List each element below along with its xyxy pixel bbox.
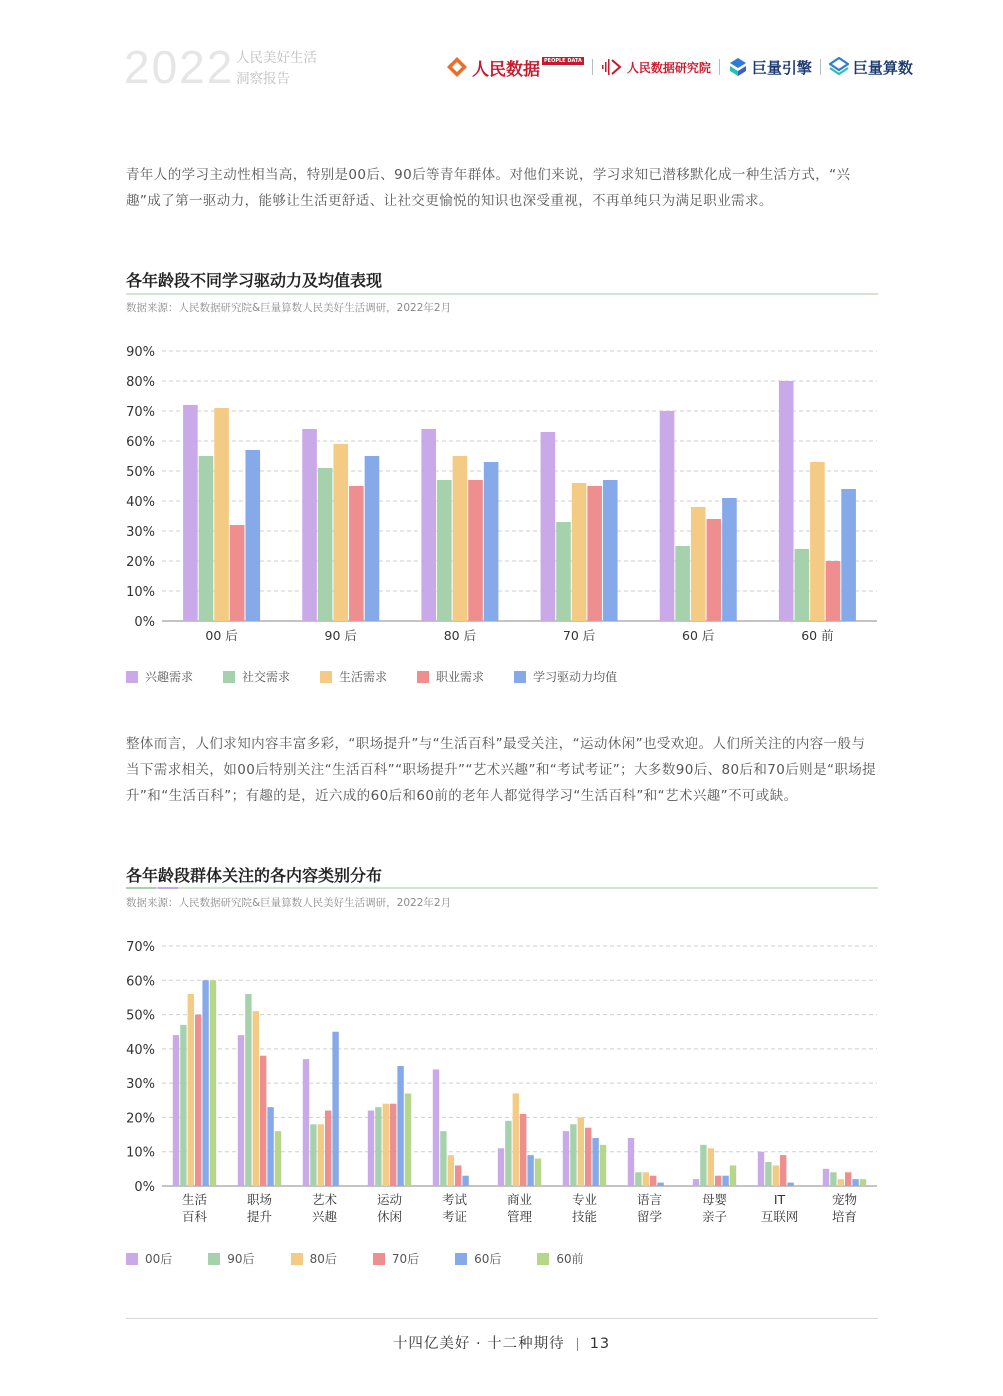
bar xyxy=(468,480,483,621)
bar xyxy=(498,1148,504,1186)
y-tick-label: 60% xyxy=(126,974,155,990)
x-tick-label: IT xyxy=(773,1192,786,1207)
x-tick-label: 互联网 xyxy=(760,1209,799,1224)
bar xyxy=(556,522,571,621)
x-tick-label: 培育 xyxy=(831,1209,858,1224)
bar xyxy=(505,1121,511,1186)
bar xyxy=(349,486,364,621)
legend-swatch xyxy=(223,671,235,683)
x-tick-label: 00 后 xyxy=(205,628,238,643)
bar xyxy=(693,1179,699,1186)
chart1-legend xyxy=(126,668,647,685)
legend-label: 00后 xyxy=(145,1252,173,1266)
chart1-title-rule xyxy=(126,293,878,295)
y-tick-label: 10% xyxy=(126,585,155,600)
y-tick-label: 20% xyxy=(126,1111,155,1127)
ocean-arithmetic-logo xyxy=(829,57,913,78)
bar xyxy=(267,1107,273,1186)
bar xyxy=(660,411,675,621)
bar xyxy=(253,1011,259,1186)
bar xyxy=(433,1069,439,1186)
legend-swatch xyxy=(514,671,526,683)
legend-label: 60前 xyxy=(556,1252,584,1266)
x-tick-label: 运动 xyxy=(376,1192,403,1207)
bar xyxy=(180,1025,186,1186)
bar xyxy=(214,408,229,621)
bar xyxy=(578,1117,584,1186)
bar xyxy=(810,462,825,621)
intro-text: 青年人的学习主动性相当高，特别是00后、90后等青年群体。对他们来说，学习求知已潜移默化成一种生活方式，“兴趣”成了第一驱动力，能够让生活更舒适、让社交更愉悦的知识也深受重视，不再单纯只为满足职业需求。 xyxy=(126,167,851,209)
chart2-title-accent-purple xyxy=(158,887,178,889)
bar xyxy=(310,1124,316,1186)
people-data-logo-icon xyxy=(446,56,468,78)
bar xyxy=(325,1111,331,1186)
x-tick-label: 语言 xyxy=(636,1192,663,1207)
bar xyxy=(173,1035,179,1186)
sound-wave-icon xyxy=(601,57,623,77)
chart2-legend xyxy=(126,1250,620,1267)
bar xyxy=(390,1104,396,1186)
bar xyxy=(700,1145,706,1186)
bar xyxy=(527,1155,533,1186)
bar xyxy=(722,1176,728,1186)
legend-swatch xyxy=(126,671,138,683)
report-title-line2: 洞察报告 xyxy=(236,71,290,87)
bar xyxy=(437,480,452,621)
bar xyxy=(199,456,214,621)
logo-separator xyxy=(820,59,821,75)
bar xyxy=(513,1093,519,1186)
x-tick-label: 生活 xyxy=(181,1192,208,1207)
chart2-source: 数据来源：人民数据研究院&巨量算数人民美好生活调研，2022年2月 xyxy=(126,897,452,909)
bar xyxy=(860,1179,866,1186)
logo-separator xyxy=(592,59,593,75)
x-tick-label: 考证 xyxy=(441,1209,468,1224)
y-tick-label: 20% xyxy=(126,555,155,570)
ocean-engine-icon xyxy=(728,57,748,77)
bar xyxy=(535,1159,541,1186)
bar xyxy=(845,1172,851,1186)
y-tick-label: 30% xyxy=(126,525,155,540)
bar xyxy=(210,980,216,1186)
legend-label: 90后 xyxy=(227,1252,255,1266)
report-year: 2022 xyxy=(124,41,235,93)
bar xyxy=(421,429,436,621)
bar xyxy=(368,1111,374,1186)
y-tick-label: 90% xyxy=(126,345,155,360)
chart2-title-accent-green xyxy=(126,887,156,889)
bar xyxy=(628,1138,634,1186)
y-tick-label: 80% xyxy=(126,375,155,390)
chart1-title: 各年龄段不同学习驱动力及均值表现 xyxy=(126,271,383,290)
people-data-logo xyxy=(446,55,584,80)
x-tick-label: 60 后 xyxy=(682,628,715,643)
bar xyxy=(448,1155,454,1186)
legend-item xyxy=(373,1250,419,1267)
bar xyxy=(183,405,198,621)
bar xyxy=(707,519,722,621)
people-data-institute-logo-text: 人民数据研究院 xyxy=(626,60,711,75)
legend-swatch xyxy=(126,1253,138,1265)
chart1-source: 数据来源：人民数据研究院&巨量算数人民美好生活调研，2022年2月 xyxy=(126,302,452,314)
legend-item xyxy=(208,1250,254,1267)
bar xyxy=(675,546,690,621)
y-tick-label: 50% xyxy=(126,465,155,480)
bar xyxy=(397,1066,403,1186)
bar xyxy=(765,1162,771,1186)
bar xyxy=(635,1172,641,1186)
bar xyxy=(260,1056,266,1186)
middle-text: 整体而言，人们求知内容丰富多彩，“职场提升”与“生活百科”最受关注，“运动休闲”也受欢迎。人们所关注的内容一般与当下需求相关，如00后特别关注“生活百科”“职场提升”“艺术兴趣”和“考试考证”；大多数90后、80后和70后则是“职场提升”和“生活百科”；有趣的是，近六成的60后和60前的老年人都觉得学习“生活百科”和“艺术兴趣”不可或缺。 xyxy=(126,736,877,804)
bar xyxy=(715,1176,721,1186)
legend-swatch xyxy=(373,1253,385,1265)
bar xyxy=(238,1035,244,1186)
x-tick-label: 管理 xyxy=(506,1209,533,1224)
bar xyxy=(650,1176,656,1186)
bar xyxy=(318,1124,324,1186)
bar xyxy=(779,381,794,621)
bar xyxy=(333,444,348,621)
learning-drive-chart xyxy=(100,336,900,656)
legend-label: 社交需求 xyxy=(242,670,291,684)
bar xyxy=(838,1179,844,1186)
x-tick-label: 亲子 xyxy=(701,1209,728,1224)
bar xyxy=(303,1059,309,1186)
bar xyxy=(773,1165,779,1186)
bar xyxy=(245,994,251,1186)
bar xyxy=(195,1015,201,1186)
people-data-logo-text: 人民数据 xyxy=(472,59,540,80)
x-tick-label: 兴趣 xyxy=(311,1209,338,1224)
bar xyxy=(572,483,587,621)
legend-label: 生活需求 xyxy=(339,670,388,684)
y-tick-label: 10% xyxy=(126,1145,155,1161)
legend-item xyxy=(291,1250,337,1267)
legend-item xyxy=(126,668,193,685)
bar xyxy=(643,1172,649,1186)
legend-swatch xyxy=(208,1253,220,1265)
legend-item xyxy=(455,1250,501,1267)
intro-paragraph xyxy=(126,162,878,214)
bar xyxy=(830,1172,836,1186)
bar xyxy=(787,1183,793,1186)
legend-label: 职业需求 xyxy=(436,670,485,684)
bar xyxy=(275,1131,281,1186)
report-title xyxy=(236,48,317,90)
bar xyxy=(318,468,333,621)
y-tick-label: 0% xyxy=(134,615,155,630)
bar xyxy=(563,1131,569,1186)
bar xyxy=(852,1179,858,1186)
legend-item xyxy=(514,668,617,685)
logo-separator xyxy=(719,59,720,75)
legend-swatch xyxy=(455,1253,467,1265)
x-tick-label: 80 后 xyxy=(443,628,477,643)
bar xyxy=(365,456,380,621)
bar xyxy=(657,1183,663,1186)
x-tick-label: 职场 xyxy=(246,1192,273,1207)
bar xyxy=(202,980,208,1186)
legend-item xyxy=(320,668,387,685)
people-data-institute-logo xyxy=(601,57,711,77)
x-tick-label: 商业 xyxy=(506,1192,533,1207)
bar xyxy=(823,1169,829,1186)
x-tick-label: 90 后 xyxy=(324,628,357,643)
bar xyxy=(708,1148,714,1186)
bar xyxy=(570,1124,576,1186)
chart2-title: 各年龄段群体关注的各内容类别分布 xyxy=(126,866,383,885)
people-data-logo-badge: PEOPLE DATA xyxy=(544,57,582,64)
bar xyxy=(302,429,317,621)
bar xyxy=(455,1165,461,1186)
y-tick-label: 70% xyxy=(126,405,155,420)
ocean-arithmetic-logo-text: 巨量算数 xyxy=(852,58,913,77)
footer-divider xyxy=(577,1338,578,1351)
bar xyxy=(826,561,841,621)
y-tick-label: 70% xyxy=(126,940,155,955)
x-tick-label: 70 后 xyxy=(562,628,596,643)
bar xyxy=(405,1093,411,1186)
x-tick-label: 休闲 xyxy=(376,1209,403,1224)
x-tick-label: 专业 xyxy=(571,1192,598,1207)
ocean-arithmetic-icon xyxy=(829,57,849,77)
x-tick-label: 留学 xyxy=(636,1209,663,1224)
bar xyxy=(780,1155,786,1186)
legend-item xyxy=(537,1250,583,1267)
bar xyxy=(603,480,618,621)
x-tick-label: 艺术 xyxy=(311,1192,338,1207)
bar xyxy=(245,450,260,621)
x-tick-label: 宠物 xyxy=(831,1192,858,1207)
footer-title: 十四亿美好 · 十二种期待 xyxy=(392,1336,565,1352)
page-number: 13 xyxy=(589,1336,611,1352)
report-title-line1: 人民美好生活 xyxy=(236,50,317,66)
y-tick-label: 50% xyxy=(126,1008,155,1024)
x-tick-label: 母婴 xyxy=(701,1192,728,1207)
partner-logos xyxy=(446,52,913,82)
bar xyxy=(592,1138,598,1186)
bar xyxy=(230,525,245,621)
legend-swatch xyxy=(291,1253,303,1265)
bar xyxy=(332,1032,338,1186)
legend-swatch xyxy=(537,1253,549,1265)
legend-label: 70后 xyxy=(391,1252,420,1266)
bar xyxy=(375,1107,381,1186)
bar xyxy=(587,486,602,621)
ocean-engine-logo xyxy=(728,57,812,78)
bar xyxy=(484,462,499,621)
ocean-engine-logo-text: 巨量引擎 xyxy=(751,58,812,77)
y-tick-label: 30% xyxy=(126,1077,155,1093)
legend-item xyxy=(126,1250,172,1267)
legend-label: 60后 xyxy=(474,1252,502,1266)
y-tick-label: 60% xyxy=(126,435,155,450)
bar xyxy=(722,498,737,621)
bar xyxy=(383,1104,389,1186)
x-tick-label: 百科 xyxy=(181,1209,208,1224)
page-footer xyxy=(0,1332,1003,1353)
page-header xyxy=(0,0,1003,110)
bar xyxy=(730,1165,736,1186)
bar xyxy=(453,456,468,621)
legend-item xyxy=(223,668,290,685)
bar xyxy=(188,994,194,1186)
bar xyxy=(758,1152,764,1186)
legend-label: 学习驱动力均值 xyxy=(533,670,618,684)
legend-label: 80后 xyxy=(309,1252,337,1266)
bar xyxy=(585,1128,591,1186)
legend-item xyxy=(417,668,484,685)
legend-label: 兴趣需求 xyxy=(145,670,194,684)
chart2-title-rule xyxy=(126,887,878,889)
x-tick-label: 考试 xyxy=(441,1192,468,1207)
footer-rule xyxy=(126,1318,878,1319)
x-tick-label: 60 前 xyxy=(801,628,834,643)
bar xyxy=(440,1131,446,1186)
y-tick-label: 40% xyxy=(126,495,155,510)
bar xyxy=(691,507,706,621)
legend-swatch xyxy=(417,671,429,683)
legend-swatch xyxy=(320,671,332,683)
x-tick-label: 提升 xyxy=(246,1209,273,1224)
bar xyxy=(795,549,810,621)
content-category-chart xyxy=(100,930,900,1235)
bar xyxy=(520,1114,526,1186)
bar xyxy=(541,432,556,621)
bar xyxy=(462,1176,468,1186)
middle-paragraph xyxy=(126,731,878,809)
bar xyxy=(841,489,856,621)
y-tick-label: 0% xyxy=(134,1180,155,1195)
y-tick-label: 40% xyxy=(126,1042,155,1058)
x-tick-label: 技能 xyxy=(571,1209,598,1224)
bar xyxy=(600,1145,606,1186)
